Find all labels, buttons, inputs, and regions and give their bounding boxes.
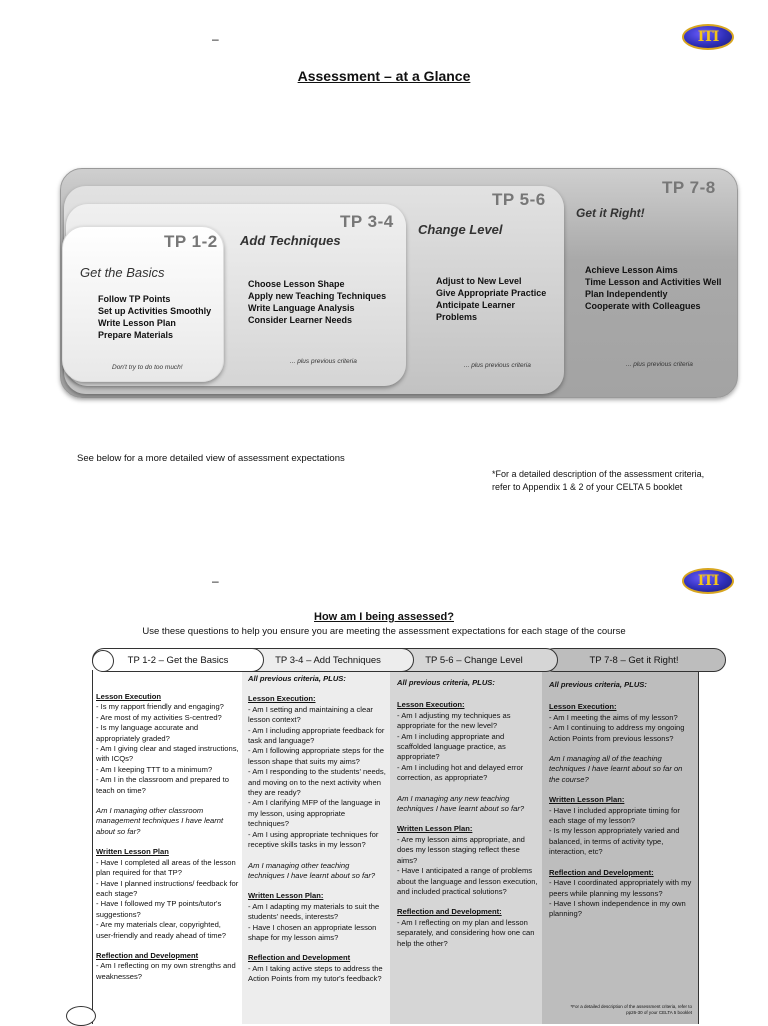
tab-tp5-6: TP 5-6 – Change Level — [390, 648, 558, 672]
criterion: Anticipate Learner — [436, 300, 516, 310]
see-below-text: See below for a more detailed view of assessment expectations — [77, 453, 345, 464]
criterion: Consider Learner Needs — [248, 315, 353, 325]
stage-note-tp1-2: Don't try to do too much! — [112, 364, 183, 371]
page-title: Assessment – at a Glance — [297, 68, 471, 84]
section-heading: Reflection and Development: — [549, 867, 654, 877]
question: - Am I setting and maintaining a clear lesson context? — [248, 704, 373, 725]
stage-heading-tp3-4: Add Techniques — [240, 233, 341, 248]
criterion: Cooperate with Colleagues — [585, 301, 701, 311]
criterion: Apply new Teaching Techniques — [248, 291, 387, 301]
criterion: Follow TP Points — [98, 294, 171, 304]
section-heading: Lesson Execution — [96, 692, 161, 701]
section-heading: Written Lesson Plan: — [248, 891, 324, 901]
question: - Am I reflecting on my plan and lesson separately, and considering how one can help the other? — [397, 917, 535, 948]
question: - Am I including appropriate and scaffolded language practice, as appropriate? — [397, 731, 506, 762]
footnote: *For a detailed description of the assessment criteria, refer to Appendix 1 & 2 of your CELTA 5 booklet — [492, 469, 705, 492]
stage-diagram — [60, 168, 738, 400]
criterion: Write Language Analysis — [248, 303, 355, 313]
question: - Have I planned instructions/ feedback for each stage? — [96, 878, 239, 898]
criterion: Prepare Materials — [98, 330, 174, 340]
column-tp5-6 — [397, 678, 539, 949]
column-tp1-2 — [96, 692, 240, 982]
stage-note-tp5-6: ... plus previous criteria — [464, 362, 531, 369]
section-heading: Reflection and Development — [96, 950, 199, 960]
criterion: Give Appropriate Practice — [436, 288, 547, 298]
question: - Am I adjusting my techniques as appropriate for the new level? — [397, 710, 511, 731]
question: - Am I reflecting on my own strengths and weaknesses? — [96, 961, 236, 981]
question: - Am I responding to the students' needs, and moving on to the next activity when they are ready? — [248, 767, 386, 798]
question: - Have I completed all areas of the lesson plan required for that TP? — [96, 857, 236, 878]
italic-question: Am I managing any new teaching techniques I have learnt about so far? — [397, 793, 525, 814]
question: - Am I clarifying MFP of the language in my lesson, using appropriate techniques? — [248, 798, 381, 829]
question: - Am I meeting the aims of my lesson? — [549, 712, 678, 722]
column-footnote: *For a detailed description of the assessment criteria, refer to pp26-30 of your CELTA 5 booklet — [570, 1004, 692, 1015]
section-heading: Lesson Execution: — [397, 700, 465, 710]
header-dash-2: – — [212, 574, 219, 588]
stage-criteria-tp1-2 — [98, 293, 211, 341]
question: - Have I followed my TP points/tutor's suggestions? — [96, 899, 222, 919]
criterion: Write Lesson Plan — [98, 318, 176, 328]
section-heading: Reflection and Development — [248, 953, 351, 963]
column-tp7-8 — [549, 680, 695, 920]
stage-label-tp1-2: TP 1-2 — [164, 232, 218, 251]
question: - Am I taking active steps to address the Action Points from my tutor's feedback? — [248, 963, 383, 984]
stage-criteria-tp7-8 — [585, 264, 721, 312]
italic-question: Am I managing other teaching techniques I have learnt about so far? — [248, 860, 376, 880]
stage-note-tp7-8: ... plus previous criteria — [626, 361, 693, 368]
question: - Is my language accurate and appropriately graded? — [96, 723, 199, 743]
page2-title: How am I being assessed? — [314, 611, 454, 623]
tab-tp1-2: TP 1-2 – Get the Basics — [92, 648, 264, 672]
column-lead: All previous criteria, PLUS: — [549, 680, 647, 689]
question: - Am I giving clear and staged instructions, with ICQs? — [96, 744, 239, 764]
criterion: Time Lesson and Activities Well — [585, 277, 722, 287]
stage-label-tp7-8: TP 7-8 — [662, 178, 716, 197]
iti-logo-2: ITI — [682, 568, 734, 594]
question: - Are my materials clear, copyrighted, user-friendly and ready ahead of time? — [96, 920, 227, 940]
section-heading: Written Lesson Plan: — [549, 795, 625, 805]
stage-note-tp3-4: ... plus previous criteria — [290, 358, 357, 365]
question: - Am I in the classroom and prepared to teach on time? — [96, 775, 229, 795]
tab-tp7-8: TP 7-8 – Get it Right! — [542, 648, 726, 672]
question: - Am I including appropriate feedback for task and language? — [248, 725, 385, 746]
section-heading: Lesson Execution: — [248, 694, 316, 704]
section-heading: Lesson Execution: — [549, 702, 617, 712]
question: - Have I anticipated a range of problems about the language and lesson execution, and included practical solutions? — [397, 866, 538, 896]
tab-tp3-4: TP 3-4 – Add Techniques — [242, 648, 414, 672]
criterion: Choose Lesson Shape — [248, 279, 345, 289]
column-lead: All previous criteria, PLUS: — [248, 674, 346, 683]
header-dash: – — [212, 32, 219, 46]
question: - Am I including hot and delayed error correction, as appropriate? — [397, 762, 524, 783]
criterion: Plan Independently — [585, 289, 668, 299]
criterion: Adjust to New Level — [436, 276, 522, 286]
question: - Am I keeping TTT to a minimum? — [96, 764, 213, 774]
stage-heading-tp7-8: Get it Right! — [576, 206, 645, 220]
page2-subtitle: Use these questions to help you ensure you are meeting the assessment expectations for each stage of the course — [142, 626, 626, 637]
section-heading: Written Lesson Plan — [96, 847, 169, 857]
question: - Have I shown independence in my own planning? — [549, 898, 686, 919]
stage-label-tp5-6: TP 5-6 — [492, 190, 546, 209]
criterion: Problems — [436, 312, 478, 322]
stage-label-tp3-4: TP 3-4 — [340, 212, 394, 231]
question: - Are my lesson aims appropriate, and does my lesson staging reflect these aims? — [397, 834, 525, 865]
stage-heading-tp5-6: Change Level — [418, 222, 503, 237]
stage-criteria-tp5-6 — [436, 275, 546, 323]
section-heading: Written Lesson Plan: — [397, 824, 473, 834]
criterion: Achieve Lesson Aims — [585, 265, 678, 275]
question: - Am I using appropriate techniques for receptive skills tasks in my lesson? — [248, 829, 379, 850]
question: - Have I chosen an appropriate lesson shape for my lesson aims? — [248, 922, 377, 942]
question: - Have I coordinated appropriately with my peers while planning my lessons? — [549, 878, 692, 898]
iti-logo: ITI — [682, 24, 734, 50]
column-tp3-4 — [248, 674, 388, 985]
column-lead: All previous criteria, PLUS: — [397, 678, 495, 687]
italic-question: Am I managing other classroom management techniques I have learnt about so far? — [96, 806, 224, 836]
question: - Am I following appropriate steps for the lesson shape that suits my aims? — [248, 746, 384, 766]
scroll-curl-bottom — [66, 1006, 96, 1026]
question: - Am I continuing to address my ongoing Action Points from previous lessons? — [549, 723, 685, 743]
stage-heading-tp1-2: Get the Basics — [80, 265, 165, 280]
scroll-curl-top — [92, 650, 114, 672]
question: - Are most of my activities S-centred? — [96, 712, 222, 722]
question: - Is my lesson appropriately varied and balanced, in terms of activity type, interaction, etc? — [549, 826, 680, 857]
stage-criteria-tp3-4 — [248, 278, 386, 326]
criterion: Set up Activities Smoothly — [98, 306, 212, 316]
italic-question: Am I managing all of the teaching techniques I have learnt about so far on the course? — [549, 754, 683, 784]
section-heading: Reflection and Development: — [397, 907, 502, 917]
question: - Have I included appropriate timing for each stage of my lesson? — [549, 805, 680, 826]
question: - Is my rapport friendly and engaging? — [96, 702, 224, 712]
question: - Am I adapting my materials to suit the students' needs, interests? — [248, 901, 380, 922]
